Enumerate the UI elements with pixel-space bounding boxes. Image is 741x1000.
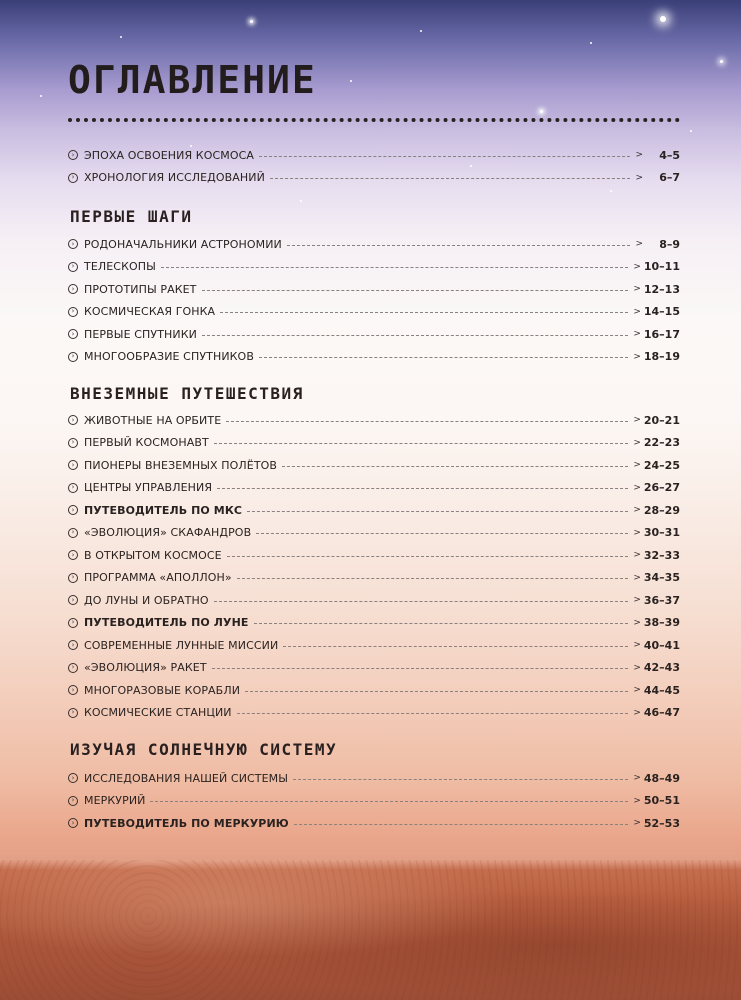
toc-entry-label: ЦЕНТРЫ УПРАВЛЕНИЯ <box>84 481 213 494</box>
dotted-leader <box>161 267 628 268</box>
circled-arrow-icon: › <box>68 663 78 673</box>
chevron-right-icon: > <box>633 662 641 673</box>
toc-entry[interactable] <box>68 705 680 721</box>
chevron-right-icon: > <box>635 150 643 160</box>
dotted-leader <box>293 779 628 780</box>
circled-arrow-icon: › <box>68 438 78 448</box>
toc-entry-pages: 32–33 <box>643 548 680 562</box>
toc-entry-label: ПУТЕВОДИТЕЛЬ ПО МКС <box>84 503 243 517</box>
circled-arrow-icon: › <box>68 550 78 560</box>
chevron-right-icon: > <box>633 707 641 718</box>
toc-entry[interactable] <box>68 570 680 586</box>
toc-entry-pages: 20–21 <box>643 413 680 427</box>
circled-arrow-icon: › <box>68 573 78 583</box>
circled-arrow-icon: › <box>68 818 78 828</box>
circled-arrow-icon: › <box>68 329 78 339</box>
toc-entry-label: РОДОНАЧАЛЬНИКИ АСТРОНОМИИ <box>84 237 282 251</box>
dotted-leader <box>259 357 628 358</box>
toc-entry-label: ПРОГРАММА «АПОЛЛОН» <box>84 571 232 584</box>
toc-entry-label: ЭПОХА ОСВОЕНИЯ КОСМОСА <box>84 148 255 162</box>
chevron-right-icon: > <box>633 595 641 605</box>
toc-entry-label: ПРОТОТИПЫ РАКЕТ <box>84 282 197 296</box>
chevron-right-icon: > <box>633 482 641 493</box>
toc-entry-pages: 28–29 <box>643 503 680 517</box>
toc-entry-label: В ОТКРЫТОМ КОСМОСЕ <box>84 548 222 562</box>
toc-entry-pages: 4–5 <box>659 148 680 162</box>
toc-entry-pages: 12–13 <box>643 282 680 296</box>
toc-entry-label: ПУТЕВОДИТЕЛЬ ПО ЛУНЕ <box>84 616 249 629</box>
chevron-right-icon: > <box>633 415 641 425</box>
circled-arrow-icon: › <box>68 415 78 425</box>
mars-surface-background <box>0 860 741 1000</box>
toc-entry-pages: 34–35 <box>643 571 680 584</box>
circled-arrow-icon: › <box>68 640 78 650</box>
dotted-leader <box>256 533 628 534</box>
toc-entry-pages: 24–25 <box>643 458 680 472</box>
dotted-leader <box>202 290 629 291</box>
chevron-right-icon: > <box>633 818 641 828</box>
dotted-leader <box>259 156 630 157</box>
circled-arrow-icon: › <box>68 483 78 493</box>
toc-entry-label: ДО ЛУНЫ И ОБРАТНО <box>84 593 209 607</box>
toc-entry[interactable] <box>68 480 680 496</box>
dotted-leader <box>237 578 629 579</box>
chevron-right-icon: > <box>633 284 641 294</box>
toc-entry[interactable] <box>68 170 680 186</box>
chevron-right-icon: > <box>633 527 641 538</box>
toc-entry[interactable] <box>68 525 680 541</box>
toc-entry[interactable] <box>68 147 680 163</box>
toc-entry[interactable] <box>68 326 680 342</box>
toc-entry-label: МЕРКУРИЙ <box>84 794 146 807</box>
toc-entry[interactable] <box>68 615 680 631</box>
chevron-right-icon: > <box>633 640 641 650</box>
toc-entry[interactable] <box>68 547 680 563</box>
chevron-right-icon: > <box>633 550 641 560</box>
toc-entry-pages: 8–9 <box>659 237 680 251</box>
chevron-right-icon: > <box>633 437 641 448</box>
toc-entry-label: ПЕРВЫЙ КОСМОНАВТ <box>84 436 209 449</box>
section-heading: ИЗУЧАЯ СОЛНЕЧНУЮ СИСТЕМУ <box>70 740 338 759</box>
dotted-leader <box>212 668 629 669</box>
circled-arrow-icon: › <box>68 796 78 806</box>
toc-entry-pages: 48–49 <box>643 771 680 785</box>
circled-arrow-icon: › <box>68 239 78 249</box>
circled-arrow-icon: › <box>68 460 78 470</box>
toc-entry[interactable] <box>68 457 680 473</box>
circled-arrow-icon: › <box>68 307 78 317</box>
circled-arrow-icon: › <box>68 150 78 160</box>
circled-arrow-icon: › <box>68 505 78 515</box>
dotted-leader <box>283 646 628 647</box>
toc-entry-pages: 18–19 <box>643 350 680 363</box>
toc-entry[interactable] <box>68 793 680 809</box>
section-heading: ВНЕЗЕМНЫЕ ПУТЕШЕСТВИЯ <box>70 384 304 403</box>
dotted-leader <box>254 623 629 624</box>
toc-entry-label: МНОГОРАЗОВЫЕ КОРАБЛИ <box>84 683 241 697</box>
toc-entry[interactable] <box>68 660 680 676</box>
toc-entry-pages: 30–31 <box>643 526 680 539</box>
toc-entry-pages: 6–7 <box>659 171 680 184</box>
toc-entry[interactable] <box>68 236 680 252</box>
toc-entry[interactable] <box>68 815 680 831</box>
circled-arrow-icon: › <box>68 173 78 183</box>
toc-entry-label: КОСМИЧЕСКАЯ ГОНКА <box>84 305 216 318</box>
toc-entry-pages: 44–45 <box>643 683 680 697</box>
toc-entry[interactable] <box>68 502 680 518</box>
section-heading: ПЕРВЫЕ ШАГИ <box>70 207 193 226</box>
toc-entry-pages: 42–43 <box>643 661 680 674</box>
chevron-right-icon: > <box>633 617 641 628</box>
toc-entry-pages: 40–41 <box>643 638 680 652</box>
dotted-leader <box>237 713 629 714</box>
circled-arrow-icon: › <box>68 708 78 718</box>
toc-entry-label: ПИОНЕРЫ ВНЕЗЕМНЫХ ПОЛЁТОВ <box>84 458 278 472</box>
dotted-leader <box>270 178 631 179</box>
chevron-right-icon: > <box>633 795 641 806</box>
toc-entry-pages: 36–37 <box>643 593 680 607</box>
toc-entry[interactable] <box>68 682 680 698</box>
chevron-right-icon: > <box>635 239 643 249</box>
chevron-right-icon: > <box>633 306 641 317</box>
toc-entry-label: ЖИВОТНЫЕ НА ОРБИТЕ <box>84 413 222 427</box>
dotted-leader <box>202 335 628 336</box>
toc-entry[interactable] <box>68 770 680 786</box>
dotted-leader <box>247 511 628 512</box>
toc-entry[interactable] <box>68 304 680 320</box>
dotted-leader <box>287 245 631 246</box>
dotted-leader <box>150 801 628 802</box>
toc-entry-label: СОВРЕМЕННЫЕ ЛУННЫЕ МИССИИ <box>84 638 279 652</box>
chevron-right-icon: > <box>633 505 641 515</box>
toc-entry[interactable] <box>68 412 680 428</box>
toc-entry-label: ИССЛЕДОВАНИЯ НАШЕЙ СИСТЕМЫ <box>84 771 289 785</box>
circled-arrow-icon: › <box>68 352 78 362</box>
toc-entry-pages: 52–53 <box>643 816 680 830</box>
toc-entry-label: «ЭВОЛЮЦИЯ» СКАФАНДРОВ <box>84 526 252 539</box>
chevron-right-icon: > <box>633 460 641 470</box>
toc-entry[interactable] <box>68 637 680 653</box>
dotted-leader <box>245 691 628 692</box>
dotted-leader <box>214 601 629 602</box>
toc-entry[interactable] <box>68 281 680 297</box>
chevron-right-icon: > <box>633 685 641 695</box>
chevron-right-icon: > <box>633 572 641 583</box>
toc-entry-label: ПУТЕВОДИТЕЛЬ ПО МЕРКУРИЮ <box>84 816 289 830</box>
toc-entry-pages: 22–23 <box>643 436 680 449</box>
circled-arrow-icon: › <box>68 685 78 695</box>
chevron-right-icon: > <box>633 329 641 339</box>
circled-arrow-icon: › <box>68 595 78 605</box>
toc-entry[interactable] <box>68 435 680 451</box>
toc-entry-pages: 16–17 <box>643 327 680 341</box>
chevron-right-icon: > <box>633 773 641 783</box>
toc-entry-pages: 10–11 <box>643 260 680 273</box>
toc-entry-pages: 46–47 <box>643 706 680 719</box>
toc-entry-pages: 14–15 <box>643 305 680 318</box>
dotted-leader <box>294 824 629 825</box>
dotted-leader <box>282 466 628 467</box>
toc-entry-label: ХРОНОЛОГИЯ ИССЛЕДОВАНИЙ <box>84 171 265 184</box>
page-title: ОГЛАВЛЕНИЕ <box>68 58 317 102</box>
dotted-leader <box>227 556 629 557</box>
toc-entry[interactable] <box>68 349 680 365</box>
toc-entry-label: ПЕРВЫЕ СПУТНИКИ <box>84 327 197 341</box>
toc-entry-pages: 50–51 <box>643 794 680 807</box>
title-divider <box>68 118 680 122</box>
toc-entry-label: МНОГООБРАЗИЕ СПУТНИКОВ <box>84 350 254 363</box>
toc-entry[interactable] <box>68 259 680 275</box>
dotted-leader <box>217 488 628 489</box>
circled-arrow-icon: › <box>68 528 78 538</box>
chevron-right-icon: > <box>635 172 643 183</box>
dotted-leader <box>226 421 628 422</box>
toc-entry[interactable] <box>68 592 680 608</box>
chevron-right-icon: > <box>633 351 641 362</box>
circled-arrow-icon: › <box>68 773 78 783</box>
toc-entry-pages: 38–39 <box>643 616 680 629</box>
toc-entry-pages: 26–27 <box>643 481 680 494</box>
toc-entry-label: ТЕЛЕСКОПЫ <box>84 260 156 273</box>
chevron-right-icon: > <box>633 261 641 272</box>
dotted-leader <box>220 312 628 313</box>
circled-arrow-icon: › <box>68 262 78 272</box>
toc-entry-label: КОСМИЧЕСКИЕ СТАНЦИИ <box>84 706 232 719</box>
toc-entry-label: «ЭВОЛЮЦИЯ» РАКЕТ <box>84 661 207 674</box>
circled-arrow-icon: › <box>68 284 78 294</box>
circled-arrow-icon: › <box>68 618 78 628</box>
dotted-leader <box>214 443 629 444</box>
